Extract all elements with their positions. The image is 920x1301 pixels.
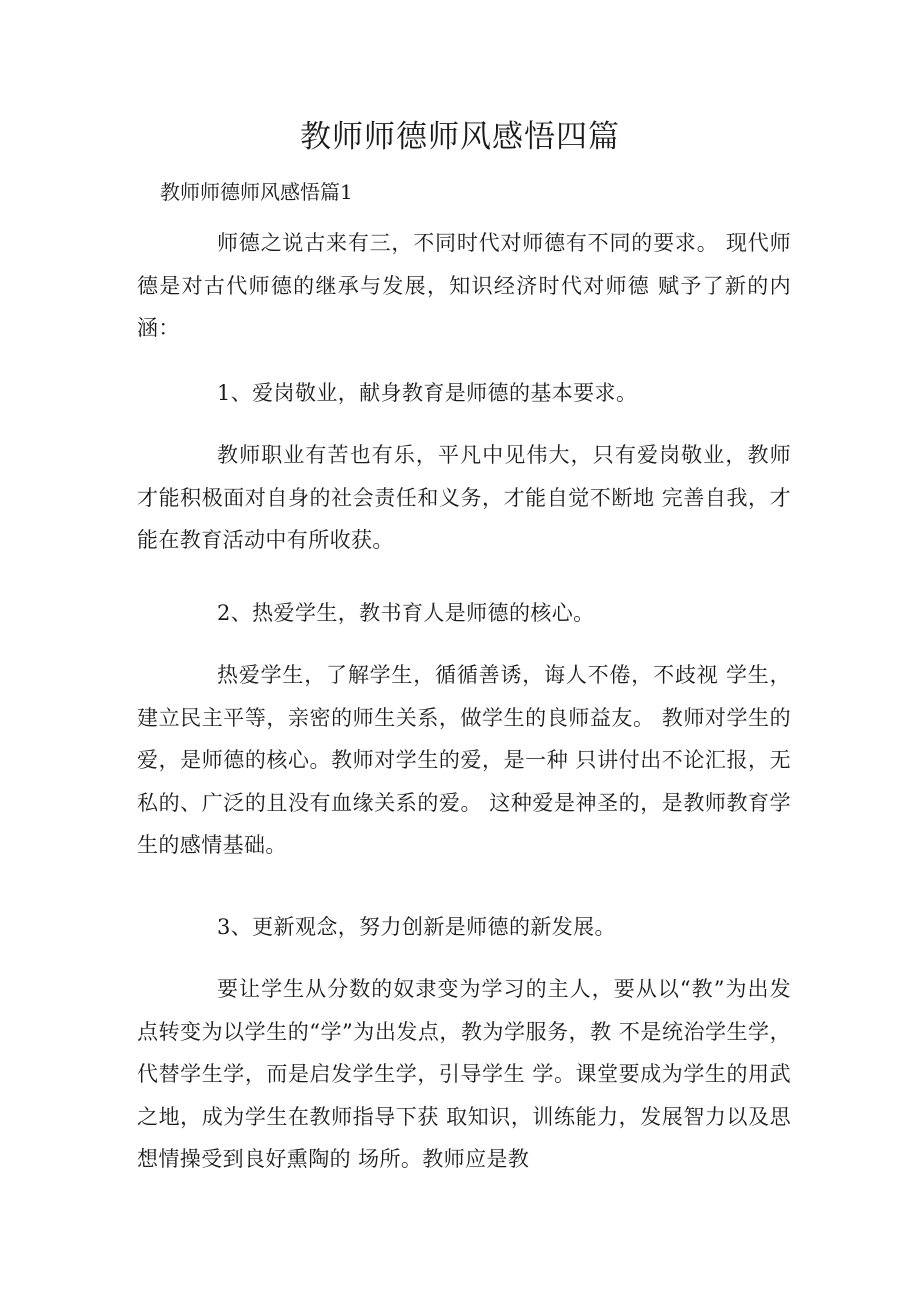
paragraph-intro: 师德之说古来有三，不同时代对师德有不同的要求。 现代师德是对古代师德的继承与发展，知识经济时代对师德 赋予了新的内涵： xyxy=(137,231,791,340)
document-title: 教师师德师风感悟四篇 xyxy=(300,119,620,155)
paragraph-point-1: 教师职业有苦也有乐，平凡中见伟大，只有爱岗敬业，教师才能积极面对自身的社会责任和义务，才能自觉不断地 完善自我，才能在教育活动中有所收获。 xyxy=(137,443,791,552)
paragraph-point-2: 热爱学生，了解学生，循循善诱，诲人不倦，不歧视 学生，建立民主平等，亲密的师生关系，做学生的良师益友。 教师对学生的爱，是师德的核心。教师对学生的爱，是一种 只讲付出不论汇报，无私的、广泛的且没有血缘关系的爱。 这种爱是神圣的，是教师教育学生的感情基础。 xyxy=(137,663,791,857)
paragraph-point-3: 要让学生从分数的奴隶变为学习的主人，要从以“教”为出发点转变为以学生的“学”为出发点，教为学服务，教 不是统治学生学，代替学生学，而是启发学生学，引导学生 学。课堂要成为学生的用武之地，成为学生在教师指导下获 取知识，训练能力，发展智力以及思想情操受到良好熏陶的 场所。教师应是教 xyxy=(137,977,791,1171)
point-heading-1: 1、爱岗敬业，献身教育是师德的基本要求。 xyxy=(217,381,638,405)
point-heading-2: 2、热爱学生，教书育人是师德的核心。 xyxy=(217,601,595,625)
section-title: 教师师德师风感悟篇1 xyxy=(160,180,353,204)
point-heading-3: 3、更新观念，努力创新是师德的新发展。 xyxy=(217,915,616,939)
